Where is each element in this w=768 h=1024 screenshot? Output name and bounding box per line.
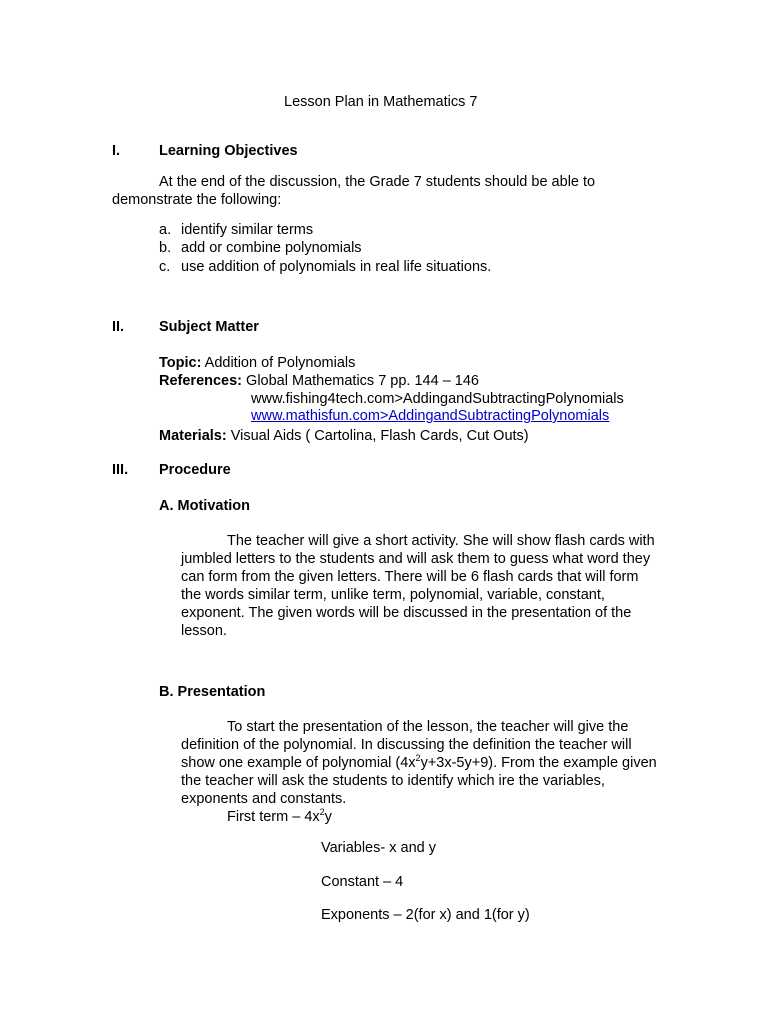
section-1-heading: Learning Objectives xyxy=(159,143,298,159)
first-term-a: First term – 4x xyxy=(227,809,320,825)
exponents-line: Exponents – 2(for x) and 1(for y) xyxy=(321,907,530,923)
presentation-line-3-a: show one example of polynomial (4x xyxy=(181,755,416,771)
references-line xyxy=(159,372,479,390)
page-title: Lesson Plan in Mathematics 7 xyxy=(284,94,478,110)
first-term-line xyxy=(227,808,332,826)
exponent-superscript: 2 xyxy=(415,753,421,763)
objective-item-c: use addition of polynomials in real life situations. xyxy=(181,259,492,275)
reference-1: Global Mathematics 7 pp. 144 – 146 xyxy=(246,373,479,389)
presentation-line-2: definition of the polynomial. In discussing the definition the teacher will xyxy=(181,737,632,753)
presentation-line-3 xyxy=(181,754,657,772)
objective-marker-b: b. xyxy=(159,240,172,256)
objective-marker-c: c. xyxy=(159,259,171,275)
first-term-superscript: 2 xyxy=(319,807,325,817)
topic-value: Addition of Polynomials xyxy=(204,355,356,371)
variables-line: Variables- x and y xyxy=(321,840,436,856)
topic-label: Topic: xyxy=(159,355,202,371)
section-3-heading: Procedure xyxy=(159,462,231,478)
presentation-line-4: the teacher will ask the students to identify which ire the variables, xyxy=(181,773,605,789)
section-1-numeral: I. xyxy=(112,143,121,159)
objective-item-b: add or combine polynomials xyxy=(181,240,362,256)
objectives-intro-line-2: demonstrate the following: xyxy=(112,192,282,208)
reference-3-link[interactable] xyxy=(251,407,609,425)
materials-line xyxy=(159,427,529,445)
references-label: References: xyxy=(159,373,243,389)
presentation-line-3-b: y+3x-5y+9). From the example given xyxy=(420,755,657,771)
motivation-line-5: exponent. The given words will be discussed in the presentation of the xyxy=(181,605,632,621)
objective-marker-a: a. xyxy=(159,222,172,238)
reference-2: www.fishing4tech.com>AddingandSubtractingPolynomials xyxy=(251,391,624,407)
motivation-line-4: the words similar term, unlike term, polynomial, variable, constant, xyxy=(181,587,605,603)
section-3-numeral: III. xyxy=(112,462,129,478)
constant-line: Constant – 4 xyxy=(321,874,404,890)
motivation-heading: A. Motivation xyxy=(159,498,251,514)
motivation-line-6: lesson. xyxy=(181,623,227,639)
motivation-line-3: can form from the given letters. There will be 6 flash cards that will form xyxy=(181,569,639,585)
presentation-line-1: To start the presentation of the lesson, the teacher will give the xyxy=(227,719,629,735)
motivation-line-2: jumbled letters to the students and will ask them to guess what word they xyxy=(181,551,651,567)
motivation-line-1: The teacher will give a short activity. She will show flash cards with xyxy=(227,533,655,549)
section-2-numeral: II. xyxy=(112,319,125,335)
presentation-line-5: exponents and constants. xyxy=(181,791,347,807)
objective-item-a: identify similar terms xyxy=(181,222,314,238)
reference-3-link-text[interactable]: www.mathisfun.com>AddingandSubtractingPolynomials xyxy=(251,408,610,424)
materials-value: Visual Aids ( Cartolina, Flash Cards, Cut Outs) xyxy=(230,428,529,444)
presentation-heading: B. Presentation xyxy=(159,684,266,700)
materials-label: Materials: xyxy=(159,428,227,444)
objectives-intro-line-1: At the end of the discussion, the Grade 7 students should be able to xyxy=(159,174,596,190)
first-term-b: y xyxy=(324,809,332,825)
topic-line xyxy=(159,354,355,372)
section-2-heading: Subject Matter xyxy=(159,319,259,335)
